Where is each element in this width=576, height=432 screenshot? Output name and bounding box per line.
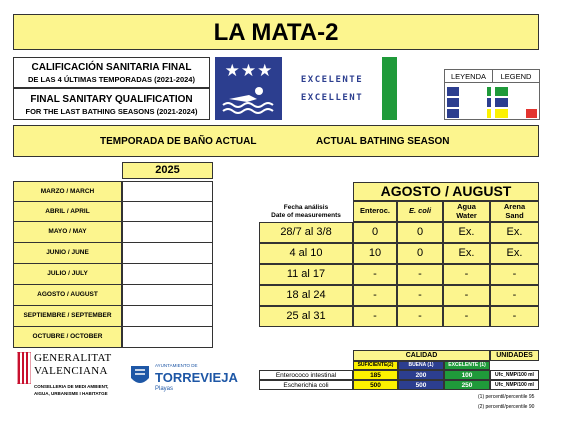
row-water: - [443,264,490,285]
badge-green-stripe [382,57,397,120]
row-sand: Ex. [490,243,539,264]
august-title: AGOSTO / AUGUST [353,182,539,201]
row-sand: - [490,264,539,285]
row-ecoli: 0 [397,243,443,264]
badge-icon-panel [215,57,282,120]
page-title: LA MATA-2 [13,14,539,50]
torrevieja-emblem-icon [129,364,151,388]
generalitat-emblem-icon [17,352,31,384]
quality-value: 500 [353,380,398,390]
water-header-en: Water [456,210,477,220]
quality-unit: Ufc_NMP/100 ml [490,370,539,380]
season-en: ACTUAL BATHING SEASON [316,136,450,147]
month-value-cell [122,326,213,348]
quality-col-buena: BUENA (1) [398,361,444,370]
row-date: 18 al 24 [259,285,353,306]
row-water: Ex. [443,222,490,243]
month-value-cell [122,181,213,203]
badge-excelente: EXCELENTE [300,75,364,85]
row-water: - [443,306,490,327]
quality-col-suficiente: SUFICIENTE(2) [353,361,398,370]
month-label: MARZO / MARCH [13,181,122,203]
row-sand: Ex. [490,222,539,243]
season-es: TEMPORADA DE BAÑO ACTUAL [100,136,257,147]
generalitat-logo [17,350,117,410]
month-value-cell [122,242,213,264]
quality-value: 500 [398,380,444,390]
water-header [443,201,490,222]
ecoli-header: E. coli [397,201,443,222]
excellent-badge [215,57,397,120]
generalitat-line2: VALENCIANA [34,365,108,377]
month-label: JUNIO / JUNE [13,242,122,264]
quality-value: 200 [398,370,444,380]
year-header: 2025 [122,162,213,179]
month-label: SEPTIEMBRE / SEPTEMBER [13,305,122,327]
quality-title: CALIDAD [353,350,490,361]
date-header [259,201,353,222]
generalitat-sub2: AIGUA, URBANISME I HABITATGE [34,391,108,396]
month-value-cell [122,201,213,223]
month-value-cell [122,263,213,285]
month-label: ABRIL / APRIL [13,201,122,223]
qualification-es-title: CALIFICACIÓN SANITARIA FINAL [31,62,192,73]
swimmer-icon [219,85,279,115]
stars-icon: ★★★ [224,61,274,80]
units-title: UNIDADES [490,350,539,361]
quality-value: 250 [444,380,490,390]
row-entero: - [353,285,397,306]
quality-value: 185 [353,370,398,380]
sand-header [490,201,539,222]
generalitat-sub1: CONSELLERIA DE MEDI AMBIENT, [34,384,109,389]
row-entero: - [353,264,397,285]
qualification-en-title: FINAL SANITARY QUALIFICATION [30,94,193,105]
row-date: 28/7 al 3/8 [259,222,353,243]
legend-es-badges [447,87,491,118]
quality-col-excelente: EXCELENTE (1) [444,361,490,370]
legend-es-label: LEYENDA [445,70,493,83]
footnote-2: (2) percentil/percentile 90 [478,404,535,410]
qualification-es [13,57,210,88]
row-date: 4 al 10 [259,243,353,264]
row-sand: - [490,285,539,306]
sand-header-es: Arena [503,202,526,212]
legend-en-label: LEGEND [493,70,539,83]
generalitat-line1: GENERALITAT [34,352,112,364]
quality-row-name: Enterococo intestinal [259,370,353,380]
row-date: 25 al 31 [259,306,353,327]
torrevieja-name: TORREVIEJA [155,370,238,385]
month-label: AGOSTO / AUGUST [13,284,122,306]
date-header-en: Date of measurements [271,211,341,219]
month-label: OCTUBRE / OCTOBER [13,326,122,348]
date-header-es: Fecha análisis [283,204,329,212]
qualification-en [13,88,210,120]
torrevieja-sub: Playas [155,386,174,392]
badge-text-panel [282,57,382,120]
row-water: - [443,285,490,306]
row-ecoli: - [397,264,443,285]
torrevieja-top: AYUNTAMIENTO DE [155,363,198,368]
month-value-cell [122,284,213,306]
row-sand: - [490,306,539,327]
row-water: Ex. [443,243,490,264]
row-ecoli: - [397,306,443,327]
season-band [13,125,539,157]
row-entero: - [353,306,397,327]
row-entero: 10 [353,243,397,264]
quality-unit: Ufc_NMP/100 ml [490,380,539,390]
month-value-cell [122,305,213,327]
month-label: MAYO / MAY [13,221,122,243]
sand-header-en: Sand [505,210,524,220]
row-entero: 0 [353,222,397,243]
legend-en-colors [495,87,537,118]
badge-excellent: EXCELLENT [300,93,364,103]
torrevieja-logo [129,362,251,398]
month-label: JULIO / JULY [13,263,122,285]
qualification-es-period: DE LAS 4 ÚLTIMAS TEMPORADAS (2021-2024) [28,75,195,84]
row-ecoli: - [397,285,443,306]
quality-value: 100 [444,370,490,380]
month-value-cell [122,221,213,243]
row-date: 11 al 17 [259,264,353,285]
quality-row-name: Escherichia coli [259,380,353,390]
footnote-1: (1) percentil/percentile 95 [478,394,535,400]
qualification-en-period: FOR THE LAST BATHING SEASONS (2021-2024) [25,107,198,116]
row-ecoli: 0 [397,222,443,243]
legend-box [444,69,540,120]
entero-header: Enteroc. [353,201,397,222]
water-header-es: Agua [457,202,476,212]
